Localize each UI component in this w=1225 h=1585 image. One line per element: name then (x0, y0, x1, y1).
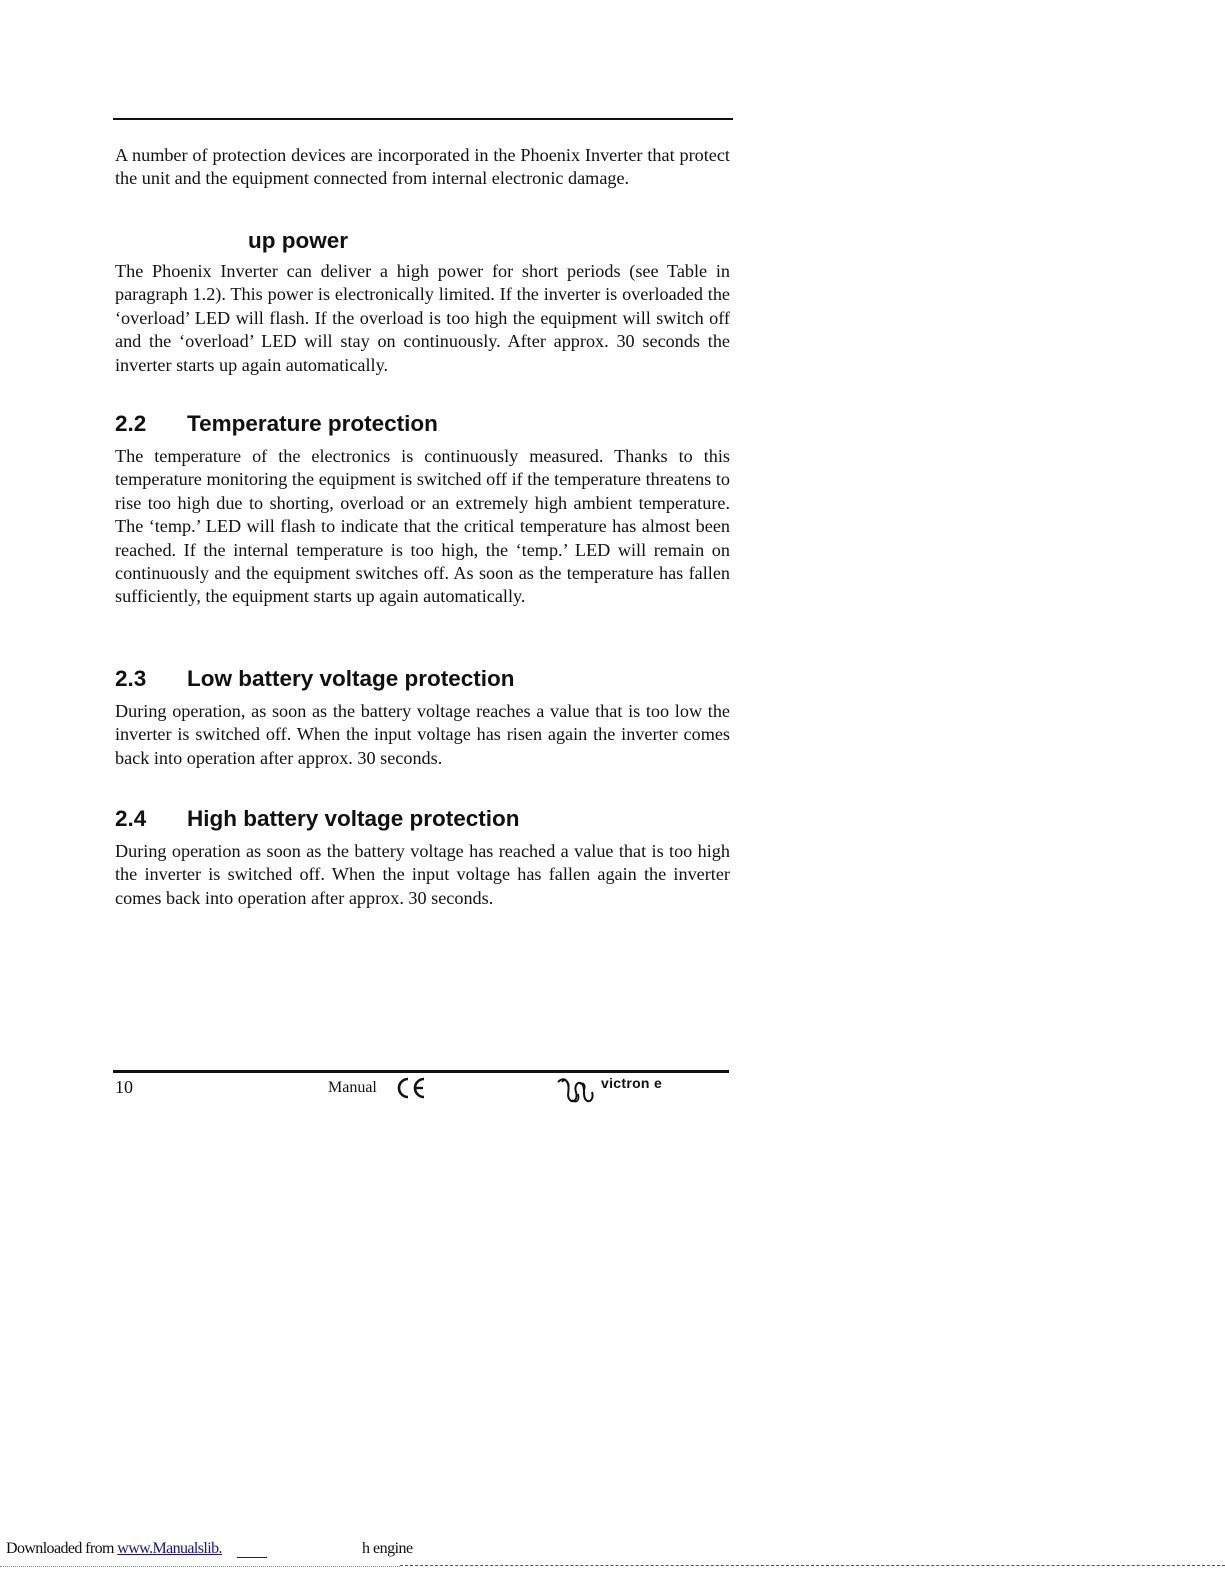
ce-mark-icon (395, 1076, 427, 1100)
header-rule (113, 118, 733, 120)
victron-brand-text: victron e (601, 1075, 663, 1091)
section-heading-2-3 (115, 666, 515, 692)
section-title: Low battery voltage protection (187, 666, 515, 691)
section-heading-partial: up power (248, 228, 348, 253)
bottom-dotted-rule (0, 1566, 400, 1567)
download-prefix: Downloaded from (6, 1540, 118, 1557)
footer-rule (113, 1070, 729, 1073)
intro-paragraph: A number of protection devices are incorporated in the Phoenix Inverter that protect the unit and the equipment connected from internal electronic damage. (115, 145, 730, 189)
section-number: 2.3 (115, 666, 147, 691)
section-2-4-body: During operation as soon as the battery voltage has reached a value that is too high the inverter is switched off. When the input voltage has fallen again the inverter comes back into operation after approx. 30 seconds. (115, 841, 730, 908)
manualslib-link[interactable]: www.Manualslib. (117, 1540, 222, 1557)
victron-logo-icon (556, 1076, 596, 1106)
section-heading-2-4 (115, 806, 520, 832)
section-number: 2.2 (115, 411, 147, 436)
page-number: 10 (115, 1077, 133, 1097)
section-2-2-body: The temperature of the electronics is continuously measured. Thanks to this temperature monitoring the equipment is switched off if the temperature threatens to rise too high due to shorting, overload or an extremely high ambient temperature. The ‘temp.’ LED will flash to indicate that the critical temperature has almost been reached. If the internal temperature is too high, the ‘temp.’ LED will remain on continuously and the equipment switches off. As soon as the temperature has fallen sufficiently, the equipment starts up again automatically. (115, 446, 730, 607)
download-notice (6, 1540, 222, 1558)
section-title: High battery voltage protection (187, 806, 520, 831)
section-heading-2-2 (115, 411, 438, 437)
download-tail: h engine (362, 1540, 413, 1557)
link-underline (237, 1557, 267, 1558)
section-number: 2.4 (115, 806, 147, 831)
manual-label: Manual (328, 1079, 377, 1096)
section-partial-body: The Phoenix Inverter can deliver a high power for short periods (see Table in paragraph 1.2). This power is electronically limited. If the inverter is overloaded the ‘overload’ LED will flash. If the overload is too high the equipment will switch off and the ‘overload’ LED will stay on continuously. After approx. 30 seconds the inverter starts up again automatically. (115, 261, 730, 375)
section-title: Temperature protection (187, 411, 438, 436)
bottom-dashed-rule (400, 1565, 1225, 1566)
section-2-3-body: During operation, as soon as the battery voltage reaches a value that is too low the inverter is switched off. When the input voltage has risen again the inverter comes back into operation after approx. 30 seconds. (115, 701, 730, 768)
